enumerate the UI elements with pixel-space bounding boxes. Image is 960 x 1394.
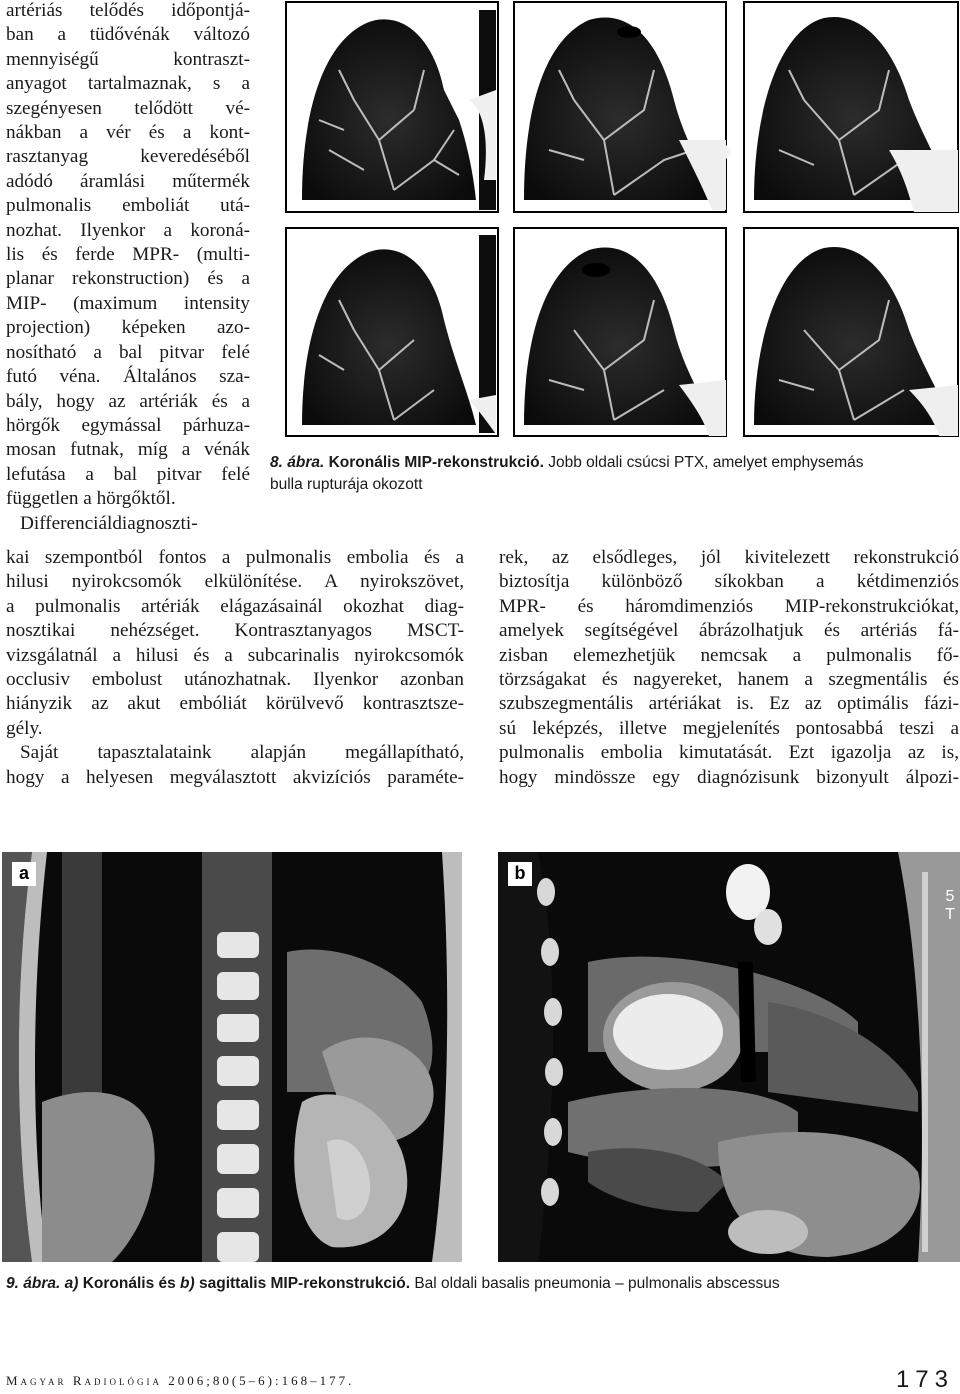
text-line: MPR- és háromdimenziós MIP-rekonstrukciókat,: [499, 595, 959, 617]
body-text-left-bottom: [6, 546, 464, 790]
text-line: artériás telődés időpontjá-: [6, 0, 250, 21]
text-line: hogy a helyesen megválasztott akvizíciós paraméte-: [6, 766, 464, 788]
text-line: független a hörgőktől.: [6, 488, 176, 510]
fig9-title-end: sagittalis MIP-rekonstrukció.: [199, 1275, 411, 1292]
text-line: kai szempontból fontos a pulmonalis embolia és a: [6, 547, 464, 568]
text-line: occlusiv embolust utánozhatnak. Ilyenkor azonban: [6, 669, 464, 691]
figure-8-mip-lung-images: [284, 0, 960, 440]
fig8-caption-text-1: Jobb oldali csúcsi PTX, amelyet emphysemás: [548, 454, 864, 471]
body-text-right: [499, 546, 959, 790]
text-line: projection) képeken azo-: [6, 317, 250, 339]
fig8-panel-3: [744, 2, 958, 212]
text-line: gély.: [6, 717, 43, 739]
fig9-panel-b-letter: b: [508, 862, 532, 886]
text-line: biztosítja különböző síkokban a kétdimenziós: [499, 571, 959, 593]
text-line: szegényesen telődött vé-: [6, 97, 250, 119]
text-line: MIP- (maximum intensity: [6, 292, 250, 314]
text-line: a pulmonalis artériák elágazásainál okozhat diag-: [6, 595, 464, 617]
fig9-a-letter: a): [64, 1275, 79, 1292]
text-line: nákban a vér és a kont-: [6, 122, 250, 144]
figure-9b-sagittal-ct: [498, 852, 960, 1262]
text-line: futó véna. Általános sza-: [6, 366, 250, 388]
fig8-panel-5: [514, 228, 726, 436]
fig8-caption-text-2: bulla rupturája okozott: [270, 476, 423, 493]
text-line: hogy mindössze egy diagnózisunk bizonyult álpozi-: [499, 766, 959, 788]
fig9-panel-a-letter: a: [12, 862, 36, 886]
text-line: adódó áramlási műtermék: [6, 170, 250, 192]
text-line: zisban elemezhetjük nemcsak a pulmonalis fő-: [499, 644, 959, 666]
text-line: mennyiségű kontraszt-: [6, 48, 250, 70]
body-text-left-top: [6, 0, 250, 536]
figure-9-caption: [6, 1273, 960, 1295]
fig8-panel-2: [514, 2, 731, 212]
text-line: rasztanyag keveredéséből: [6, 146, 250, 168]
figure-8-caption: [270, 452, 960, 496]
footer-journal-citation: Magyar Radiológia 2006;80(5–6):168–177.: [6, 1373, 355, 1388]
text-line: nosítható a bal pitvar felé: [6, 341, 250, 363]
figure-9a-coronal-ct: [2, 852, 462, 1262]
text-line: bály, hogy az artériák és a: [6, 390, 250, 412]
text-line: sú leképzés, illetve megjelenítés pontosabbá teszi a: [499, 717, 959, 739]
text-line: planar rekonstruction) és a: [6, 268, 250, 290]
fig8-panel-4: [286, 228, 498, 436]
fig9-b-letter: b): [180, 1275, 195, 1292]
text-line: rek, az elsődleges, jól kivitelezett rekonstrukció: [499, 547, 959, 568]
fig8-label: 8. ábra.: [270, 454, 325, 471]
fig9-title-mid: Koronális és: [82, 1275, 176, 1292]
text-line: szubszegmentális artériákat is. Ez az optimális fázi-: [499, 693, 959, 715]
fig8-panel-6: [744, 228, 958, 436]
text-line: hilusi nyirokcsomók elkülönítése. A nyirokszövet,: [6, 571, 464, 593]
text-line: törzságakat és nagyereket, hanem a szegmentális és: [499, 669, 959, 691]
text-line: pulmonalis embolia kimutatását. Ezt igazolja az is,: [499, 742, 959, 764]
fig8-title: Koronális MIP-rekonstrukció.: [328, 454, 544, 471]
text-line: pulmonalis emboliát utá-: [6, 195, 250, 217]
fig9b-side-marks: 5 T: [945, 888, 955, 923]
text-line: Differenciáldiagnoszti-: [20, 512, 198, 534]
footer-page-number: 173: [895, 1366, 954, 1393]
text-line: hörgők egymással párhuza-: [6, 414, 250, 436]
fig8-panel-1: [286, 2, 498, 212]
fig9-label: 9. ábra.: [6, 1275, 61, 1292]
text-line: nozhat. Ilyenkor a koroná-: [6, 219, 250, 241]
text-line: lefutása a bal pitvar felé: [6, 463, 250, 485]
text-line: mosan futnak, míg a vénák: [6, 439, 250, 461]
text-line: amelyek segítségével ábrázolhatjuk és artériás fá-: [499, 620, 959, 642]
text-line: ban a tüdővénák változó: [6, 24, 250, 46]
text-line: anyagot tartalmaznak, s a: [6, 73, 250, 95]
text-line: vizsgálatnál a hilusi és a subcarinalis nyirokcsomók: [6, 644, 464, 666]
text-line: lis és ferde MPR- (multi-: [6, 244, 250, 266]
text-line: Saját tapasztalataink alapján megállapítható,: [20, 742, 464, 764]
fig9-caption-text: Bal oldali basalis pneumonia – pulmonalis abscessus: [414, 1275, 780, 1292]
text-line: nosztikai nehézséget. Kontrasztanyagos MSCT-: [6, 620, 464, 642]
text-line: hiányzik az akut embóliát körülvevő kontrasztsze-: [6, 693, 464, 715]
